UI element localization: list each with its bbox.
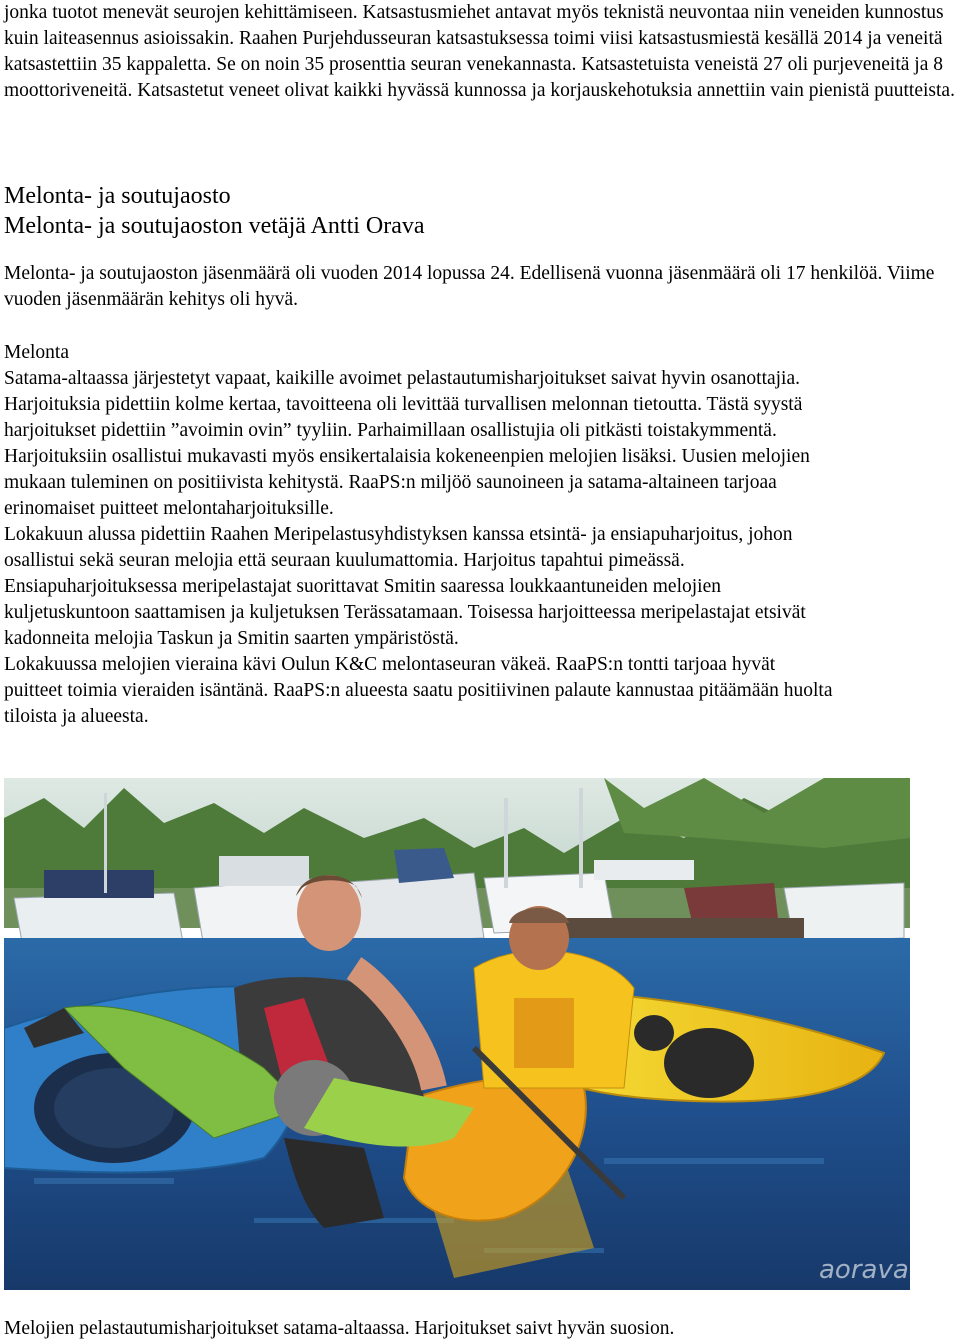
photo-watermark: aorava [819,1255,909,1285]
melonta-line: kuljetuskuntoon saattamisen ja kuljetuksen Terässatamaan. Toisessa harjoitteessa meripelastajat etsivät [4,602,806,623]
photo-caption: Melojien pelastautumisharjoitukset satama-altaassa. Harjoitukset saivt hyvän suosion. [4,1318,675,1339]
members-paragraph: Melonta- ja soutujaoston jäsenmäärä oli vuoden 2014 lopussa 24. Edellisenä vuonna jäsenmäärä oli 17 henkilöä. Viime vuoden jäsenmäärän kehitys oli hyvä. [4,263,935,310]
melonta-line: kadonneita melojia Taskun ja Smitin saarten ympäristöstä. [4,628,459,649]
section-leader: Melonta- ja soutujaoston vetäjä Antti Orava [4,213,425,239]
kayak-hatch [664,1028,754,1098]
kayak-rescue-photo [4,778,910,1290]
melonta-body [4,366,960,730]
melonta-line: erinomaiset puitteet melontaharjoituksille. [4,498,334,519]
melonta-line: puitteet toimia vieraiden isäntänä. RaaPS:n alueesta saatu positiivinen palaute kannustaa pitäämään huolta [4,680,833,701]
melonta-line: Harjoituksiin osallistui mukavasti myös ensikertalaisia kokeneenpien melojien lisäksi. Uusien melojien [4,446,810,467]
melonta-line: mukaan tuleminen on positiivista kehitystä. RaaPS:n miljöö saunoineen ja satama-altaineen tarjoaa [4,472,777,493]
melonta-line: tiloista ja alueesta. [4,706,149,727]
photo-illustration [4,778,910,1290]
melonta-line: Lokakuun alussa pidettiin Raahen Meripelastusyhdistyksen kanssa etsintä- ja ensiapuharjoitus, johon [4,524,793,545]
melonta-line: Lokakuussa melojien vieraina kävi Oulun K&C melontaseuran väkeä. RaaPS:n tontti tarjoaa hyvät [4,654,776,675]
melonta-line: Harjoituksia pidettiin kolme kertaa, tavoitteena oli levittää turvallisen melonnan tietoutta. Tästä syystä [4,394,803,415]
intro-paragraph: jonka tuotot menevät seurojen kehittämiseen. Katsastusmiehet antavat myös teknistä neuvontaa niin veneiden kunnostus kuin laiteasennus asioissakin. Raahen Purjehdusseuran katsastuksessa toimi viisi katsastusmiestä kesällä 2014 ja veneitä katsastettiin 35 kappaletta. Se on noin 35 prosenttia seuran venekannasta. Katsastetuista veneistä 27 oli purjeveneitä ja 8 moottoriveneitä. Katsastetut veneet olivat kaikki hyvässä kunnossa ja korjauskehotuksia annettiin vain pienistä puutteista. [4,2,955,101]
melonta-line: Satama-altaassa järjestetyt vapaat, kaikille avoimet pelastautumisharjoitukset saivat hyvin osanottajia. [4,368,801,389]
section-title: Melonta- ja soutujaosto [4,183,231,209]
melonta-line: osallistui sekä seuran melojia että seuraan kuulumattomia. Harjoitus tapahtui pimeässä. [4,550,685,571]
melonta-line: harjoitukset pidettiin ”avoimin ovin” tyyliin. Parhaimillaan osallistujia oli pitkästi toistakymmentä. [4,420,777,441]
melonta-line: Ensiapuharjoituksessa meripelastajat suorittavat Smitin saaressa loukkaantuneiden melojien [4,576,721,597]
melonta-heading: Melonta [4,342,69,363]
